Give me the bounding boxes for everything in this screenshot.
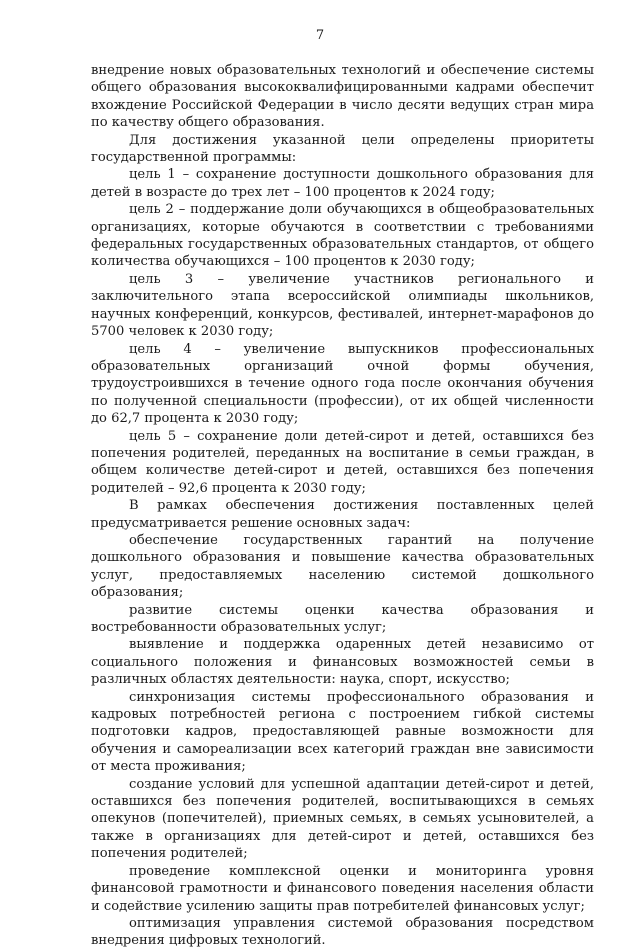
page-number: 7	[315, 28, 325, 43]
document-body	[91, 62, 594, 950]
paragraph-task-3: выявление и поддержка одаренных детей независимо от социального положения и финансовых возможностей семьи в различных областях деятельности: наука, спорт, искусство;	[91, 637, 594, 688]
paragraph-tasks-intro: В рамках обеспечения достижения поставленных целей предусматривается решение основных задач:	[91, 498, 594, 531]
paragraph-task-6: проведение комплексной оценки и мониторинга уровня финансовой грамотности и финансового поведения населения области и содействие усилению защиты прав потребителей финансовых услуг;	[91, 863, 594, 914]
paragraph-1: внедрение новых образовательных технологий и обеспечение системы общего образования высококвалифицированными кадрами обеспечит вхождение Российской Федерации в число десяти ведущих стран мира по качеству общего образования.	[91, 63, 594, 131]
paragraph-task-1: обеспечение государственных гарантий на получение дошкольного образования и повышение качества образовательных услуг, предоставляемых населению системой дошкольного образования;	[91, 532, 594, 601]
paragraph-goal-3: цель 3 – увеличение участников регионального и заключительного этапа всероссийской олимпиады школьников, научных конференций, конкурсов, фестивалей, интернет-марафонов до 5700 человек к 2030 году;	[91, 271, 594, 340]
paragraph-task-2: развитие системы оценки качества образования и востребованности образовательных услуг;	[91, 602, 594, 635]
paragraph-task-4: синхронизация системы профессионального образования и кадровых потребностей региона с построением гибкой системы подготовки кадров, предоставляющей равные возможности для обучения и самореализации всех категорий граждан вне зависимости от места проживания;	[91, 689, 594, 775]
paragraph-goal-4: цель 4 – увеличение выпускников профессиональных образовательных организаций очной формы обучения, трудоустроившихся в течение одного года после окончания обучения по полученной специальности (профессии), от их общей численности до 62,7 процента к 2030 году;	[91, 341, 594, 427]
paragraph-goal-2: цель 2 – поддержание доли обучающихся в общеобразовательных организациях, которые обучаются в соответствии с требованиями федеральных государственных образовательных стандартов, от общего количества обучающихся – 100 процентов к 2030 году;	[91, 202, 594, 270]
paragraph-task-5: создание условий для успешной адаптации детей-сирот и детей, оставшихся без попечения родителей, воспитывающихся в семьях опекунов (попечителей), приемных семьях, в семьях усыновителей, а также в организациях для детей-сирот и детей, оставшихся без попечения родителей;	[91, 776, 594, 862]
paragraph-task-7: оптимизация управления системой образования посредством внедрения цифровых технологий.	[91, 915, 594, 949]
paragraph-goal-5: цель 5 – сохранение доли детей-сирот и детей, оставшихся без попечения родителей, переданных на воспитание в семьи граждан, в общем количестве детей-сирот и детей, оставшихся без попечения родителей – 92,6 процента к 2030 году;	[91, 428, 594, 496]
paragraph-goal-1: цель 1 – сохранение доступности дошкольного образования для детей в возрасте до трех лет – 100 процентов к 2024 году;	[91, 167, 594, 200]
paragraph-2: Для достижения указанной цели определены приоритеты государственной программы:	[91, 132, 594, 166]
